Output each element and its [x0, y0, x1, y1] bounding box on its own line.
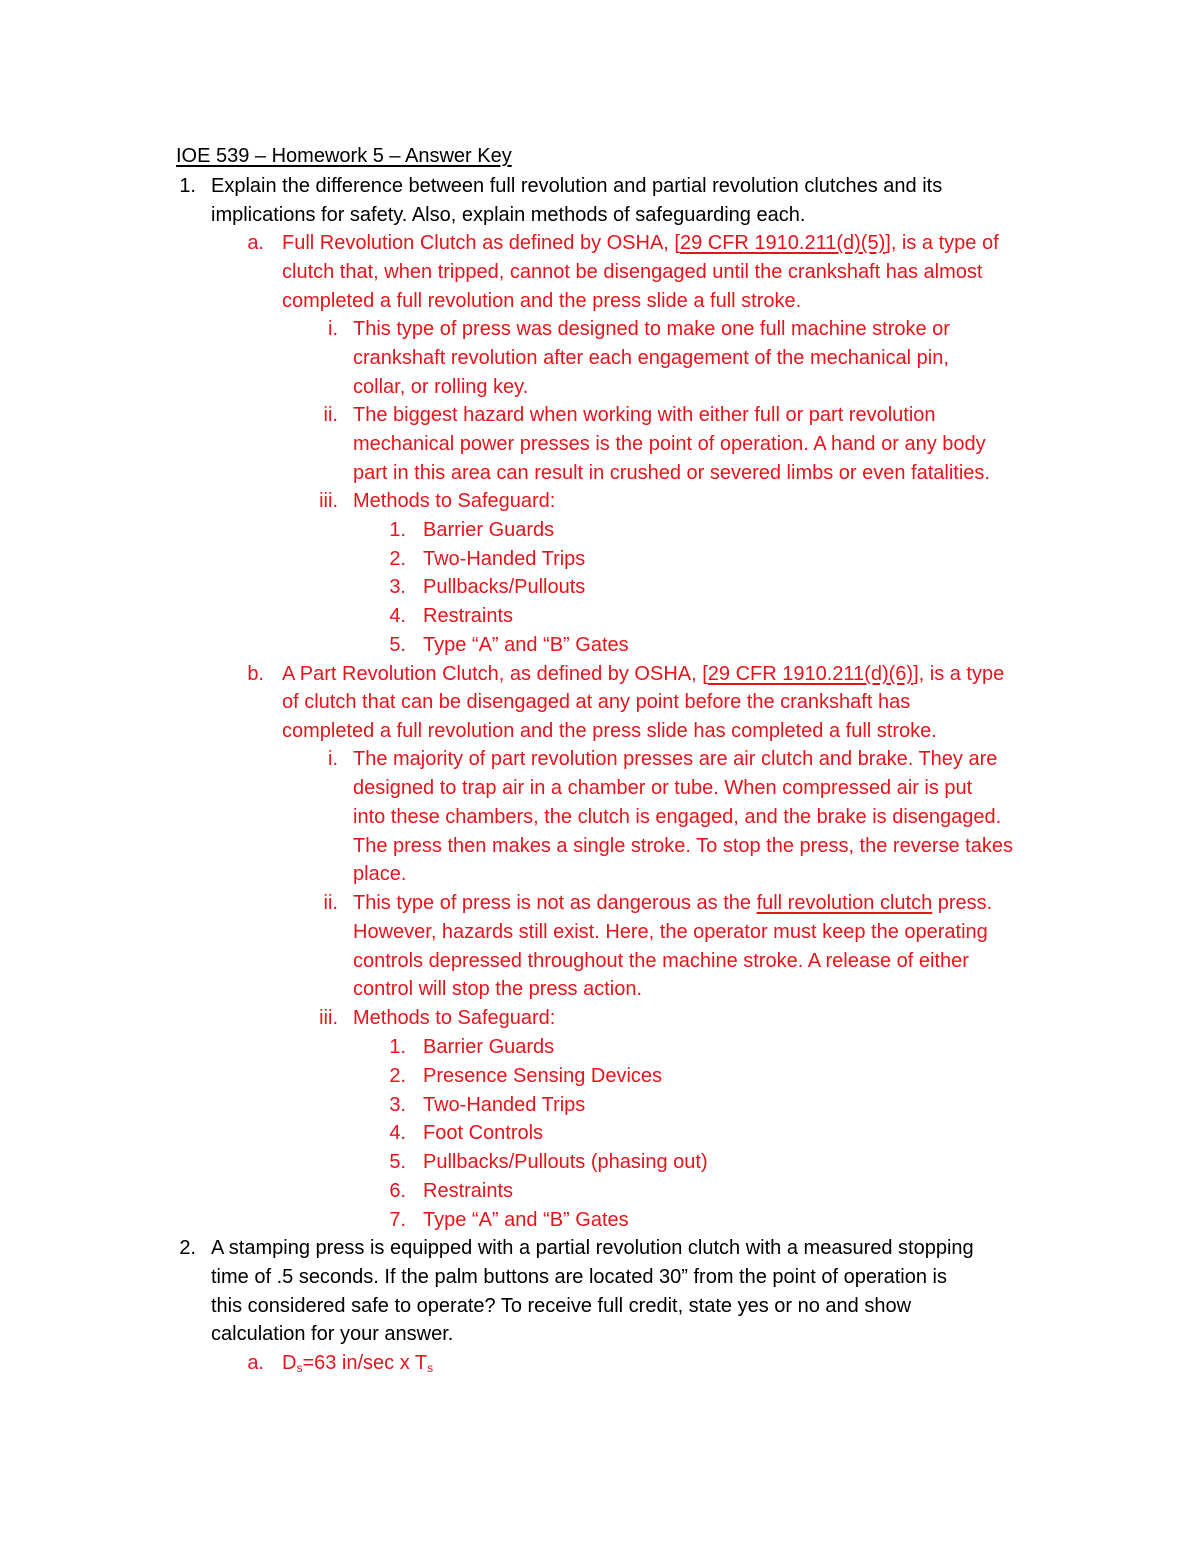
q1a-line-3: completed a full revolution and the press slide a full stroke.	[282, 290, 802, 312]
formula-mid: =63 in/sec x T	[302, 1352, 428, 1374]
q1b-method-number: 2.	[389, 1065, 406, 1087]
q1b-method-text: Foot Controls	[423, 1122, 544, 1144]
q1a-line-1-post: ], is a type of	[885, 232, 999, 254]
q1b-ii-line-4: control will stop the press action.	[353, 978, 643, 1000]
q1b-method-number: 1.	[389, 1036, 406, 1058]
q1b-ii-line-1-post: press.	[932, 892, 993, 914]
osha-citation-link-d6[interactable]: 29 CFR 1910.211(d)(6)	[707, 663, 914, 685]
q1a-method-text: Type “A” and “B” Gates	[423, 634, 629, 656]
q1a-line-2: clutch that, when tripped, cannot be disengaged until the crankshaft has almost	[282, 261, 983, 283]
q1a-method-number: 3.	[389, 576, 406, 598]
q1b-ii-line-1	[353, 889, 992, 917]
q1b-method-number: 3.	[389, 1094, 406, 1116]
q1b-iii-marker: iii.	[319, 1007, 338, 1029]
q1b-ii-line-1-pre: This type of press is not as dangerous as the	[353, 892, 757, 914]
q1-number: 1.	[179, 175, 196, 197]
q1b-method-text: Barrier Guards	[423, 1036, 555, 1058]
q2a-marker: a.	[247, 1352, 264, 1374]
q1b-i-line-3: into these chambers, the clutch is engaged, and the brake is disengaged.	[353, 806, 1002, 828]
q1b-method-text: Pullbacks/Pullouts (phasing out)	[423, 1151, 708, 1173]
q1-text-line-2: implications for safety. Also, explain methods of safeguarding each.	[211, 204, 806, 226]
q1a-method-number: 5.	[389, 634, 406, 656]
q1b-method-text: Presence Sensing Devices	[423, 1065, 663, 1087]
q1b-i-line-1: The majority of part revolution presses are air clutch and brake. They are	[353, 748, 998, 770]
q2-text-line-2: time of .5 seconds. If the palm buttons are located 30” from the point of operation is	[211, 1266, 947, 1288]
q1a-ii-line-3: part in this area can result in crushed or severed limbs or even fatalities.	[353, 462, 990, 484]
q1a-ii-line-1: The biggest hazard when working with either full or part revolution	[353, 404, 936, 426]
q1b-iii-text: Methods to Safeguard:	[353, 1007, 556, 1029]
q1b-ii-marker: ii.	[323, 892, 338, 914]
q1a-marker: a.	[247, 232, 264, 254]
q1b-method-text: Restraints	[423, 1180, 514, 1202]
q1a-method-text: Restraints	[423, 605, 514, 627]
q1a-ii-line-2: mechanical power presses is the point of operation. A hand or any body	[353, 433, 986, 455]
q1b-i-line-5: place.	[353, 863, 407, 885]
q1b-marker: b.	[247, 663, 264, 685]
q1b-line-1-pre: A Part Revolution Clutch, as defined by OSHA, [	[282, 663, 708, 685]
q2-text-line-1: A stamping press is equipped with a partial revolution clutch with a measured stopping	[211, 1237, 974, 1259]
q1a-line-1-pre: Full Revolution Clutch as defined by OSHA, [	[282, 232, 680, 254]
q1a-i-line-2: crankshaft revolution after each engagement of the mechanical pin,	[353, 347, 949, 369]
q1b-method-number: 6.	[389, 1180, 406, 1202]
q1b-ii-line-3: controls depressed throughout the machine stroke. A release of either	[353, 950, 969, 972]
q1a-method-text: Barrier Guards	[423, 519, 555, 541]
document-title: IOE 539 – Homework 5 – Answer Key	[176, 145, 512, 167]
q2a-formula	[282, 1349, 433, 1377]
q1b-i-line-4: The press then makes a single stroke. To stop the press, the reverse takes	[353, 835, 1013, 857]
q1b-method-number: 5.	[389, 1151, 406, 1173]
q1a-iii-text: Methods to Safeguard:	[353, 490, 556, 512]
osha-citation-link-d5[interactable]: 29 CFR 1910.211(d)(5)	[679, 232, 886, 254]
formula-t-subscript: s	[427, 1361, 434, 1375]
q1b-line-1-post: ], is a type	[913, 663, 1005, 685]
q1a-iii-marker: iii.	[319, 490, 338, 512]
q1b-method-number: 4.	[389, 1122, 406, 1144]
q1b-method-number: 7.	[389, 1209, 406, 1231]
q1a-i-marker: i.	[328, 318, 338, 340]
q1a-method-text: Two-Handed Trips	[423, 548, 586, 570]
q1a-method-number: 1.	[389, 519, 406, 541]
q1b-ii-line-2: However, hazards still exist. Here, the operator must keep the operating	[353, 921, 988, 943]
q1a-method-number: 2.	[389, 548, 406, 570]
q2-text-line-3: this considered safe to operate? To receive full credit, state yes or no and show	[211, 1295, 912, 1317]
q1a-ii-marker: ii.	[323, 404, 338, 426]
q1b-method-text: Two-Handed Trips	[423, 1094, 586, 1116]
q1b-i-marker: i.	[328, 748, 338, 770]
q1b-line-1	[282, 660, 1004, 688]
formula-d-subscript: s	[296, 1361, 303, 1375]
q1a-method-text: Pullbacks/Pullouts	[423, 576, 586, 598]
q2-text-line-4: calculation for your answer.	[211, 1323, 454, 1345]
formula-d: D	[282, 1352, 297, 1374]
q1a-i-line-1: This type of press was designed to make one full machine stroke or	[353, 318, 950, 340]
q1b-line-3: completed a full revolution and the press slide has completed a full stroke.	[282, 720, 937, 742]
q2-number: 2.	[179, 1237, 196, 1259]
q1a-line-1	[282, 229, 999, 257]
q1b-line-2: of clutch that can be disengaged at any point before the crankshaft has	[282, 691, 911, 713]
q1b-i-line-2: designed to trap air in a chamber or tube. When compressed air is put	[353, 777, 973, 799]
full-revolution-clutch-link[interactable]: full revolution clutch	[756, 892, 933, 914]
q1-text-line-1: Explain the difference between full revolution and partial revolution clutches and its	[211, 175, 943, 197]
q1a-i-line-3: collar, or rolling key.	[353, 376, 529, 398]
q1b-method-text: Type “A” and “B” Gates	[423, 1209, 629, 1231]
q1a-method-number: 4.	[389, 605, 406, 627]
